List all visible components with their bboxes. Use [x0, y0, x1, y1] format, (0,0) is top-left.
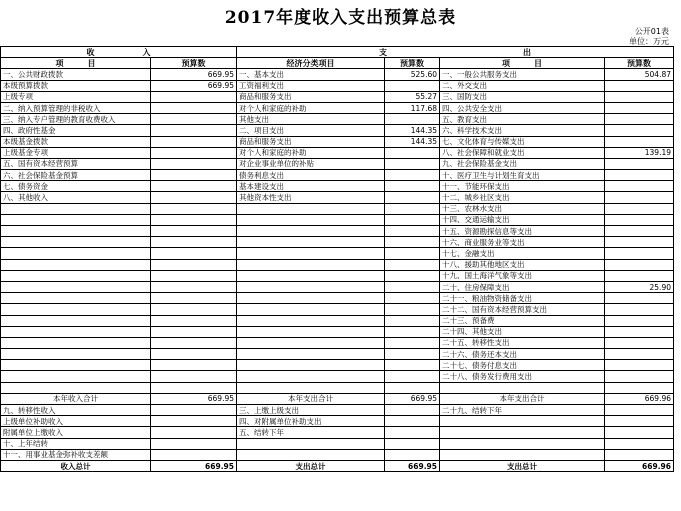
item-cell [237, 237, 385, 248]
budget-cell [151, 281, 237, 292]
budget-cell [605, 326, 674, 337]
budget-cell [385, 304, 440, 315]
item-cell: 对个人和家庭的补助 [237, 147, 385, 158]
item-cell [237, 226, 385, 237]
item-cell [237, 203, 385, 214]
budget-cell: 139.19 [605, 147, 674, 158]
item-cell: 二十一、粮油物资储备支出 [440, 293, 605, 304]
budget-cell [385, 259, 440, 270]
budget-cell [385, 349, 440, 360]
item-cell [237, 293, 385, 304]
table-row [1, 326, 674, 337]
budget-cell [605, 136, 674, 147]
item-cell [440, 416, 605, 427]
budget-cell: 144.35 [385, 136, 440, 147]
budget-cell [385, 270, 440, 281]
budget-cell [151, 248, 237, 259]
item-cell: 三、国防支出 [440, 91, 605, 102]
budget-cell [605, 237, 674, 248]
budget-cell [151, 181, 237, 192]
item-cell: 八、社会保障和就业支出 [440, 147, 605, 158]
income-header: 收 入 [1, 47, 237, 58]
total-value: 669.96 [605, 460, 674, 471]
budget-cell [605, 427, 674, 438]
budget-cell [605, 416, 674, 427]
item-cell: 三、上缴上级支出 [237, 405, 385, 416]
item-cell: 上级专项 [1, 91, 151, 102]
item-cell: 十七、金融支出 [440, 248, 605, 259]
table-row [1, 170, 674, 181]
budget-cell [385, 293, 440, 304]
table-row [1, 360, 674, 371]
table-row [1, 80, 674, 91]
item-cell: 十六、商业服务业等支出 [440, 237, 605, 248]
budget-cell [151, 114, 237, 125]
budget-cell [385, 214, 440, 225]
table-row [1, 281, 674, 292]
item-cell: 工资福利支出 [237, 80, 385, 91]
item-cell [237, 360, 385, 371]
budget-cell [605, 438, 674, 449]
budget-cell [385, 315, 440, 326]
table-row [1, 214, 674, 225]
item-cell [1, 293, 151, 304]
table-row [1, 136, 674, 147]
budget-cell [151, 136, 237, 147]
budget-cell [385, 237, 440, 248]
item-cell: 十三、农林水支出 [440, 203, 605, 214]
budget-cell [151, 304, 237, 315]
budget-cell [151, 449, 237, 460]
func-item-header: 项 目 [440, 58, 605, 69]
item-cell [237, 304, 385, 315]
budget-cell [605, 371, 674, 382]
item-cell [237, 449, 385, 460]
table-row [1, 304, 674, 315]
budget-cell [385, 360, 440, 371]
econ-item-header: 经济分类项目 [237, 58, 385, 69]
item-cell: 基本建设支出 [237, 181, 385, 192]
table-row [1, 270, 674, 281]
item-cell: 本级预算拨款 [1, 80, 151, 91]
budget-cell [151, 203, 237, 214]
item-cell: 对个人和家庭的补助 [237, 102, 385, 113]
item-cell: 六、社会保险基金预算 [1, 170, 151, 181]
item-cell [237, 214, 385, 225]
table-row [1, 203, 674, 214]
item-cell: 十八、援助其他地区支出 [440, 259, 605, 270]
table-row [1, 91, 674, 102]
form-code: 公开01表 [634, 27, 669, 36]
budget-cell [605, 337, 674, 348]
budget-cell [605, 405, 674, 416]
item-cell: 十五、资源勘探信息等支出 [440, 226, 605, 237]
item-cell [440, 382, 605, 393]
budget-cell [151, 237, 237, 248]
item-cell: 一、公共财政拨款 [1, 69, 151, 80]
total-value: 669.95 [151, 460, 237, 471]
income-budget-header: 预算数 [151, 58, 237, 69]
table-row [1, 349, 674, 360]
item-cell [1, 281, 151, 292]
item-cell: 十二、城乡社区支出 [440, 192, 605, 203]
budget-cell [605, 293, 674, 304]
budget-cell [151, 360, 237, 371]
item-cell: 十九、国土海洋气象等支出 [440, 270, 605, 281]
item-cell: 二十四、其他支出 [440, 326, 605, 337]
item-cell [237, 438, 385, 449]
item-cell: 十一、节能环保支出 [440, 181, 605, 192]
table-row [1, 125, 674, 136]
item-cell [1, 371, 151, 382]
table-row [1, 147, 674, 158]
expenditure-header: 支 出 [237, 47, 674, 58]
budget-cell [605, 360, 674, 371]
item-cell: 二十八、债务发行费用支出 [440, 371, 605, 382]
budget-cell [151, 405, 237, 416]
item-cell: 二、纳入预算管理的非税收入 [1, 102, 151, 113]
item-cell [237, 349, 385, 360]
budget-cell [385, 203, 440, 214]
budget-cell [605, 248, 674, 259]
table-row [1, 449, 674, 460]
item-cell: 本级基金拨款 [1, 136, 151, 147]
table-row [1, 158, 674, 169]
budget-cell [385, 248, 440, 259]
table-row [1, 416, 674, 427]
item-cell [1, 304, 151, 315]
budget-cell [605, 349, 674, 360]
budget-cell [151, 91, 237, 102]
table-row [1, 192, 674, 203]
budget-cell [151, 416, 237, 427]
budget-cell [605, 315, 674, 326]
budget-cell [605, 304, 674, 315]
budget-cell [605, 226, 674, 237]
budget-cell [605, 214, 674, 225]
budget-cell [605, 158, 674, 169]
item-cell: 二十七、债务付息支出 [440, 360, 605, 371]
item-cell [440, 449, 605, 460]
budget-cell: 117.68 [385, 102, 440, 113]
item-cell: 二十六、债务还本支出 [440, 349, 605, 360]
item-cell: 二十三、预备费 [440, 315, 605, 326]
budget-cell [605, 114, 674, 125]
budget-cell [151, 270, 237, 281]
item-cell: 债务利息支出 [237, 170, 385, 181]
table-row [1, 315, 674, 326]
budget-cell [605, 181, 674, 192]
func-budget-header: 预算数 [605, 58, 674, 69]
table-row [1, 237, 674, 248]
budget-cell [151, 293, 237, 304]
budget-cell [385, 158, 440, 169]
total-label: 支出总计 [440, 460, 605, 471]
total-label: 支出总计 [237, 460, 385, 471]
income-item-header: 项 目 [1, 58, 151, 69]
item-cell: 四、政府性基金 [1, 125, 151, 136]
budget-cell [151, 326, 237, 337]
table-row [1, 427, 674, 438]
item-cell: 十、医疗卫生与计划生育支出 [440, 170, 605, 181]
budget-cell [605, 125, 674, 136]
budget-cell [151, 427, 237, 438]
table-row [1, 102, 674, 113]
budget-cell [385, 427, 440, 438]
budget-cell [151, 192, 237, 203]
item-cell: 附属单位上缴收入 [1, 427, 151, 438]
item-cell: 本年收入合计 [1, 393, 151, 404]
budget-cell [385, 405, 440, 416]
item-cell: 二十九、结转下年 [440, 405, 605, 416]
item-cell: 九、转移性收入 [1, 405, 151, 416]
budget-cell [605, 80, 674, 91]
item-cell: 四、公共安全支出 [440, 102, 605, 113]
item-cell: 二十、住房保障支出 [440, 281, 605, 292]
budget-cell [151, 382, 237, 393]
table-row [1, 114, 674, 125]
budget-cell [385, 449, 440, 460]
item-cell [1, 248, 151, 259]
budget-cell [151, 226, 237, 237]
table-row [1, 248, 674, 259]
item-cell [237, 337, 385, 348]
budget-cell [605, 259, 674, 270]
budget-cell [385, 147, 440, 158]
item-cell: 一、基本支出 [237, 69, 385, 80]
budget-cell [151, 337, 237, 348]
table-row [1, 438, 674, 449]
item-cell: 五、国有资本经营预算 [1, 158, 151, 169]
item-cell [440, 438, 605, 449]
budget-cell: 144.35 [385, 125, 440, 136]
budget-cell [385, 226, 440, 237]
item-cell [237, 259, 385, 270]
budget-cell [151, 170, 237, 181]
item-cell [1, 214, 151, 225]
item-cell [237, 248, 385, 259]
item-cell: 三、纳入专户管理的教育收费收入 [1, 114, 151, 125]
budget-cell [605, 449, 674, 460]
item-cell [1, 259, 151, 270]
item-cell: 本年支出合计 [440, 393, 605, 404]
item-cell [1, 237, 151, 248]
unit-label: 单位：万元 [629, 37, 669, 46]
item-cell: 六、科学技术支出 [440, 125, 605, 136]
item-cell: 其他资本性支出 [237, 192, 385, 203]
table-row [1, 393, 674, 404]
table-row [1, 181, 674, 192]
budget-cell [385, 438, 440, 449]
budget-cell [605, 382, 674, 393]
item-cell [237, 270, 385, 281]
item-cell [1, 337, 151, 348]
budget-cell [385, 337, 440, 348]
item-cell: 商品和服务支出 [237, 91, 385, 102]
budget-cell [605, 102, 674, 113]
budget-cell [151, 438, 237, 449]
item-cell: 二、外交支出 [440, 80, 605, 91]
item-cell [1, 315, 151, 326]
table-row [1, 293, 674, 304]
item-cell [237, 326, 385, 337]
table-row [1, 382, 674, 393]
item-cell [1, 349, 151, 360]
budget-cell: 504.87 [605, 69, 674, 80]
budget-cell [385, 281, 440, 292]
budget-cell [605, 203, 674, 214]
item-cell: 五、结转下年 [237, 427, 385, 438]
budget-cell [151, 371, 237, 382]
table-row [1, 337, 674, 348]
budget-cell [605, 192, 674, 203]
budget-cell [151, 125, 237, 136]
item-cell [1, 360, 151, 371]
item-cell: 四、对附属单位补助支出 [237, 416, 385, 427]
budget-cell [385, 181, 440, 192]
budget-cell [385, 416, 440, 427]
budget-cell [151, 102, 237, 113]
item-cell: 七、文化体育与传媒支出 [440, 136, 605, 147]
budget-cell: 669.95 [385, 393, 440, 404]
budget-cell [151, 214, 237, 225]
item-cell [440, 427, 605, 438]
budget-cell [151, 349, 237, 360]
item-cell: 十一、用事业基金弥补收支差额 [1, 449, 151, 460]
budget-cell [605, 170, 674, 181]
budget-cell [605, 270, 674, 281]
item-cell: 其他支出 [237, 114, 385, 125]
budget-cell [151, 259, 237, 270]
item-cell: 二十五、转移性支出 [440, 337, 605, 348]
item-cell [237, 281, 385, 292]
budget-cell [385, 80, 440, 91]
item-cell: 上级基金专项 [1, 147, 151, 158]
table-row [1, 259, 674, 270]
header-row-sub [1, 58, 674, 69]
budget-cell [385, 371, 440, 382]
budget-cell [151, 315, 237, 326]
header-row-top [1, 47, 674, 58]
item-cell: 二十二、国有资本经营预算支出 [440, 304, 605, 315]
budget-cell [385, 192, 440, 203]
budget-cell [385, 170, 440, 181]
item-cell [1, 226, 151, 237]
item-cell: 本年支出合计 [237, 393, 385, 404]
item-cell [237, 315, 385, 326]
total-row [1, 460, 674, 471]
econ-budget-header: 预算数 [385, 58, 440, 69]
item-cell [237, 371, 385, 382]
budget-cell: 55.27 [385, 91, 440, 102]
budget-cell [151, 147, 237, 158]
budget-cell: 669.96 [605, 393, 674, 404]
total-value: 669.95 [385, 460, 440, 471]
item-cell: 七、债务资金 [1, 181, 151, 192]
item-cell: 十、上年结转 [1, 438, 151, 449]
total-label: 收入总计 [1, 460, 151, 471]
budget-cell [385, 114, 440, 125]
table-row [1, 405, 674, 416]
item-cell: 商品和服务支出 [237, 136, 385, 147]
item-cell: 八、其他收入 [1, 192, 151, 203]
item-cell [1, 203, 151, 214]
item-cell: 五、教育支出 [440, 114, 605, 125]
budget-cell: 669.95 [151, 80, 237, 91]
item-cell: 十四、交通运输支出 [440, 214, 605, 225]
budget-cell: 525.60 [385, 69, 440, 80]
budget-cell: 669.95 [151, 393, 237, 404]
item-cell [1, 270, 151, 281]
item-cell [1, 382, 151, 393]
budget-cell [151, 158, 237, 169]
table-row [1, 226, 674, 237]
item-cell: 九、社会保险基金支出 [440, 158, 605, 169]
budget-cell: 669.95 [151, 69, 237, 80]
item-cell [237, 382, 385, 393]
table-row [1, 69, 674, 80]
budget-cell: 25.90 [605, 281, 674, 292]
page-title: 2017年度收入支出预算总表 [224, 8, 457, 28]
item-cell [1, 326, 151, 337]
budget-table [0, 46, 674, 472]
budget-cell [385, 326, 440, 337]
item-cell: 一、一般公共服务支出 [440, 69, 605, 80]
item-cell: 二、项目支出 [237, 125, 385, 136]
table-row [1, 371, 674, 382]
budget-cell [385, 382, 440, 393]
item-cell: 对企业事业单位的补贴 [237, 158, 385, 169]
budget-cell [605, 91, 674, 102]
item-cell: 上级单位补助收入 [1, 416, 151, 427]
